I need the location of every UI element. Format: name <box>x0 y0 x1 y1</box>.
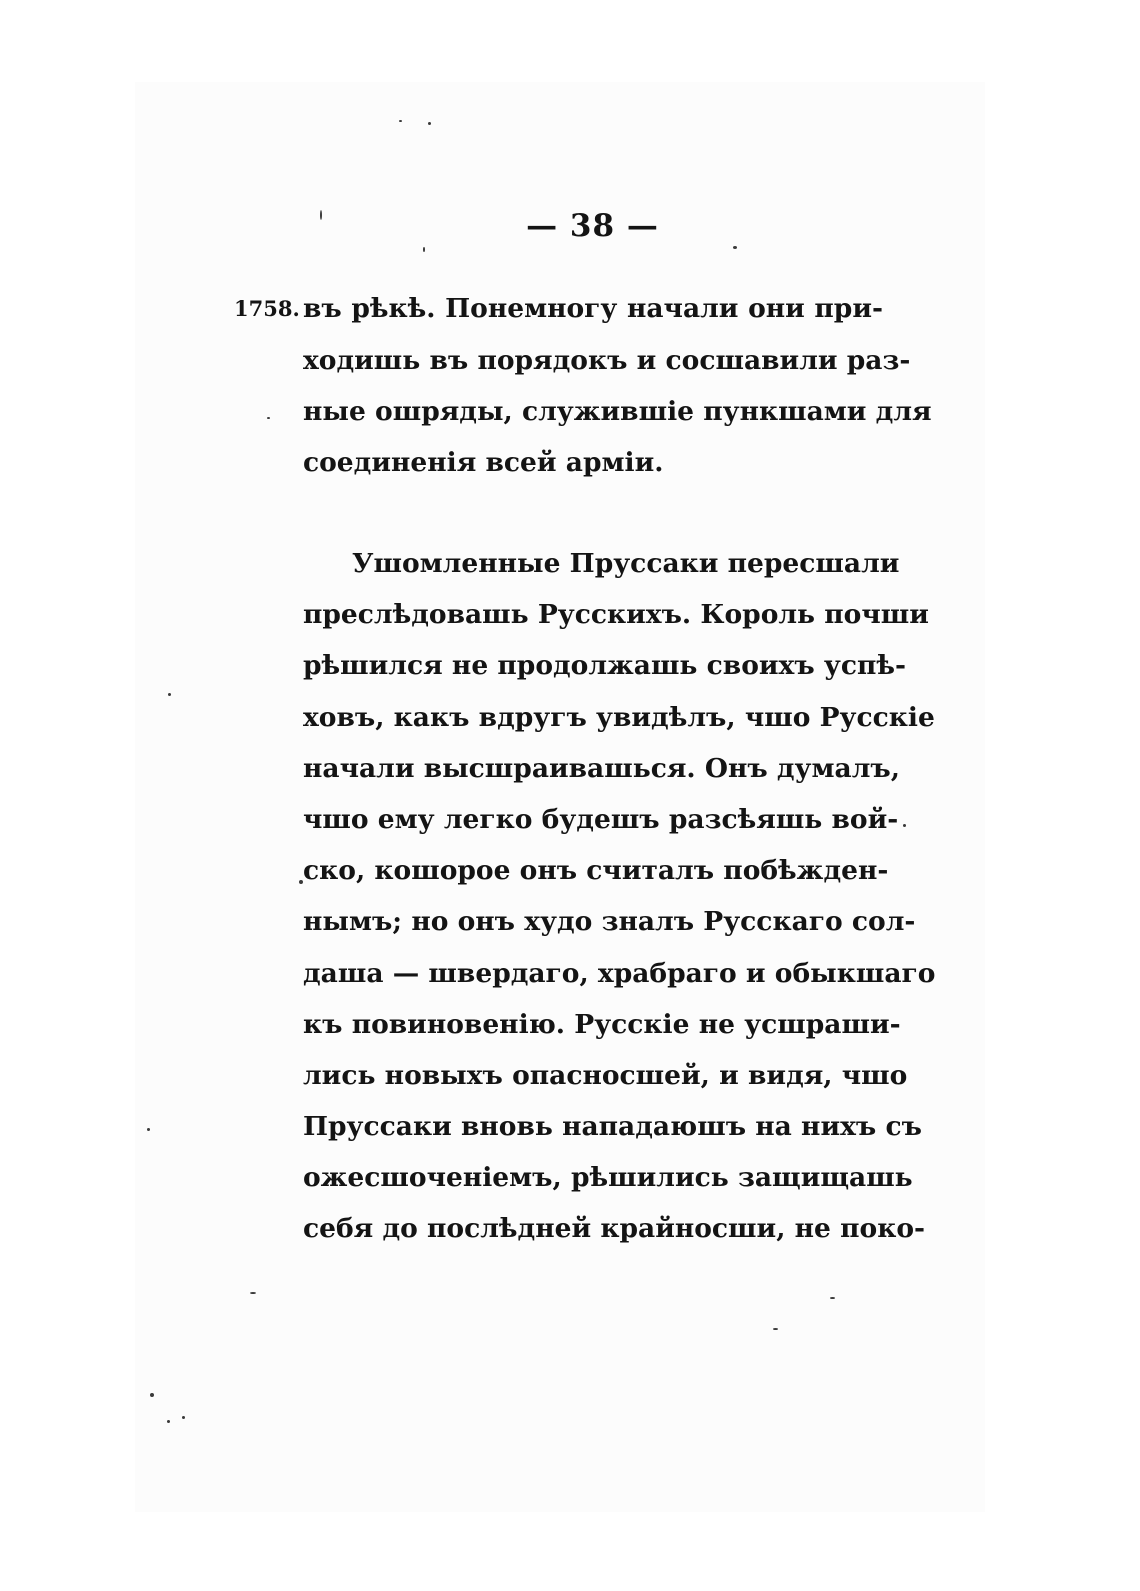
text-line: ожесшоченіемъ, рѣшились защищашь <box>303 1162 913 1193</box>
text-line: ско, кошорое онъ считалъ побѣжден- <box>303 855 889 886</box>
scan-speck <box>299 880 303 884</box>
scan-speck <box>399 120 402 122</box>
text-line: преслѣдовашь Русскихъ. Король почши <box>303 599 929 630</box>
scan-speck <box>830 1297 835 1299</box>
scan-speck <box>733 246 737 249</box>
text-line: лись новыхъ опасносшей, и видя, чшо <box>303 1060 908 1091</box>
margin-year: 1758. <box>234 296 300 321</box>
text-line: чшо ему легко будешъ разсѣяшь вой- <box>303 804 899 835</box>
text-line: Ушомленные Пруссаки пересшали <box>352 548 900 579</box>
text-line: рѣшился не продолжашь своихъ успѣ- <box>303 650 907 681</box>
text-line: нымъ; но онъ худо зналъ Русскаго сол- <box>303 906 916 937</box>
text-line: ные ошряды, служившіе пункшами для <box>303 396 932 427</box>
text-line: даша — швердаго, храбраго и обыкшаго <box>303 958 936 989</box>
scan-speck <box>903 824 906 827</box>
scan-speck <box>773 1328 778 1330</box>
scan-speck <box>250 1292 256 1294</box>
text-line: Пруссаки вновь нападаюшъ на нихъ съ <box>303 1111 922 1142</box>
scan-speck <box>147 1128 150 1131</box>
scan-speck <box>320 210 322 220</box>
text-line: себя до послѣдней крайносши, не поко- <box>303 1213 926 1244</box>
scan-speck <box>267 417 270 419</box>
text-line: ховъ, какъ вдругъ увидѣлъ, чшо Русскіе <box>303 702 935 733</box>
scan-speck <box>182 1416 185 1419</box>
scan-speck <box>428 122 431 125</box>
text-line: въ рѣкѣ. Понемногу начали они при- <box>303 293 883 324</box>
scan-speck <box>167 1420 170 1423</box>
scan-speck <box>423 247 425 252</box>
text-line: ходишь въ порядокъ и сосшавили раз- <box>303 345 911 376</box>
text-line: начали выcшраивашься. Онъ думалъ, <box>303 753 900 784</box>
page-number: — 38 — <box>526 208 659 244</box>
text-line: соединенія всей арміи. <box>303 447 664 478</box>
scan-speck <box>168 693 171 696</box>
scan-speck <box>150 1393 154 1397</box>
text-line: къ повиновенію. Русскіе не усшраши- <box>303 1009 901 1040</box>
